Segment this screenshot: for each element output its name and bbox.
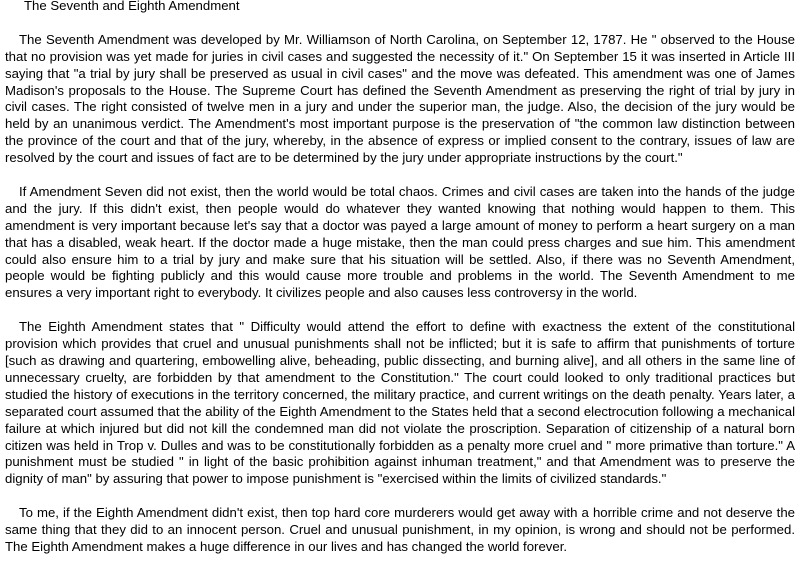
paragraph-eighth-history: The Eighth Amendment states that " Difficulty would attend the effort to define with exactness the extent of the constitutional provision which provides that cruel and unusual punishments shall not be inflicted; but it is safe to affirm that punishments of torture [such as drawing and quartering, embowelling alive, beheading, public dissecting, and burning alive], and all others in the same line of unnecessary cruelty, are forbidden by that amendment to the Constitution." The court could looked to only traditional practices but studied the history of executions in the territory concerned, the military practice, and current writings on the death penalty. Years later, a separated court assumed that the ability of the Eighth Amendment to the States held that a second electrocution following a mechanical failure at which injured but did not kill the condemned man did not violate the proscription. Separation of citizenship of a natural born citizen was held in Trop v. Dulles and was to be constitutionally forbidden as a penalty more cruel and " more primative than torture." A punishment must be studied " in light of the basic prohibition against inhuman treatment," and that Amendment was to preserve the dignity of man" by assuring that power to impose punishment is "exercised within the limits of civilized standards." [5,319,795,487]
document-title: The Seventh and Eighth Amendment [24,0,240,13]
paragraph-seventh-opinion: If Amendment Seven did not exist, then the world would be total chaos. Crimes and civil cases are taken into the hands of the judge and the jury. If this didn't exist, then people would do whatever they wanted knowing that nothing would happen to them. This amendment is very important because let's say that a doctor was payed a large amount of money to perform a heart surgery on a man that has a disabled, weak heart. If the doctor made a huge mistake, then the man could press charges and sue him. This amendment could also ensure him to a trial by jury and make sure that his situation will be settled. Also, if there was no Seventh Amendment, people would be fighting publicly and this would cause more trouble and problems in the world. The Seventh Amendment to me ensures a very important right to everybody. It civilizes people and also causes less controversy in the world. [5,183,795,301]
document-page [5,0,795,556]
paragraph-eighth-opinion: To me, if the Eighth Amendment didn't exist, then top hard core murderers would get away with a horrible crime and not deserve the same thing that they did to an innocent person. Cruel and unusual punishment, in my opinion, is wrong and should not be performed. The Eighth Amendment makes a huge difference in our lives and has changed the world forever. [5,505,795,554]
paragraph-seventh-history: The Seventh Amendment was developed by Mr. Williamson of North Carolina, on September 12, 1787. He " observed to the House that no provision was yet made for juries in civil cases and suggested the necessity of it." On September 15 it was inserted in Article III saying that "a trial by jury shall be preserved as usual in civil cases" and the move was defeated. This amendment was one of James Madison's proposals to the House. The Supreme Court has defined the Seventh Amendment as preserving the right of trial by jury in civil cases. The right consisted of twelve men in a jury and under the superior man, the judge. Also, the decision of the jury would be held by an unanimous verdict. The Amendment's most important purpose is the preservation of "the common law distinction between the province of the court and that of the jury, whereby, in the absence of express or implied consent to the contrary, issues of law are resolved by the court and issues of fact are to be determined by the jury under appropriate instructions by the court." [5,31,795,166]
